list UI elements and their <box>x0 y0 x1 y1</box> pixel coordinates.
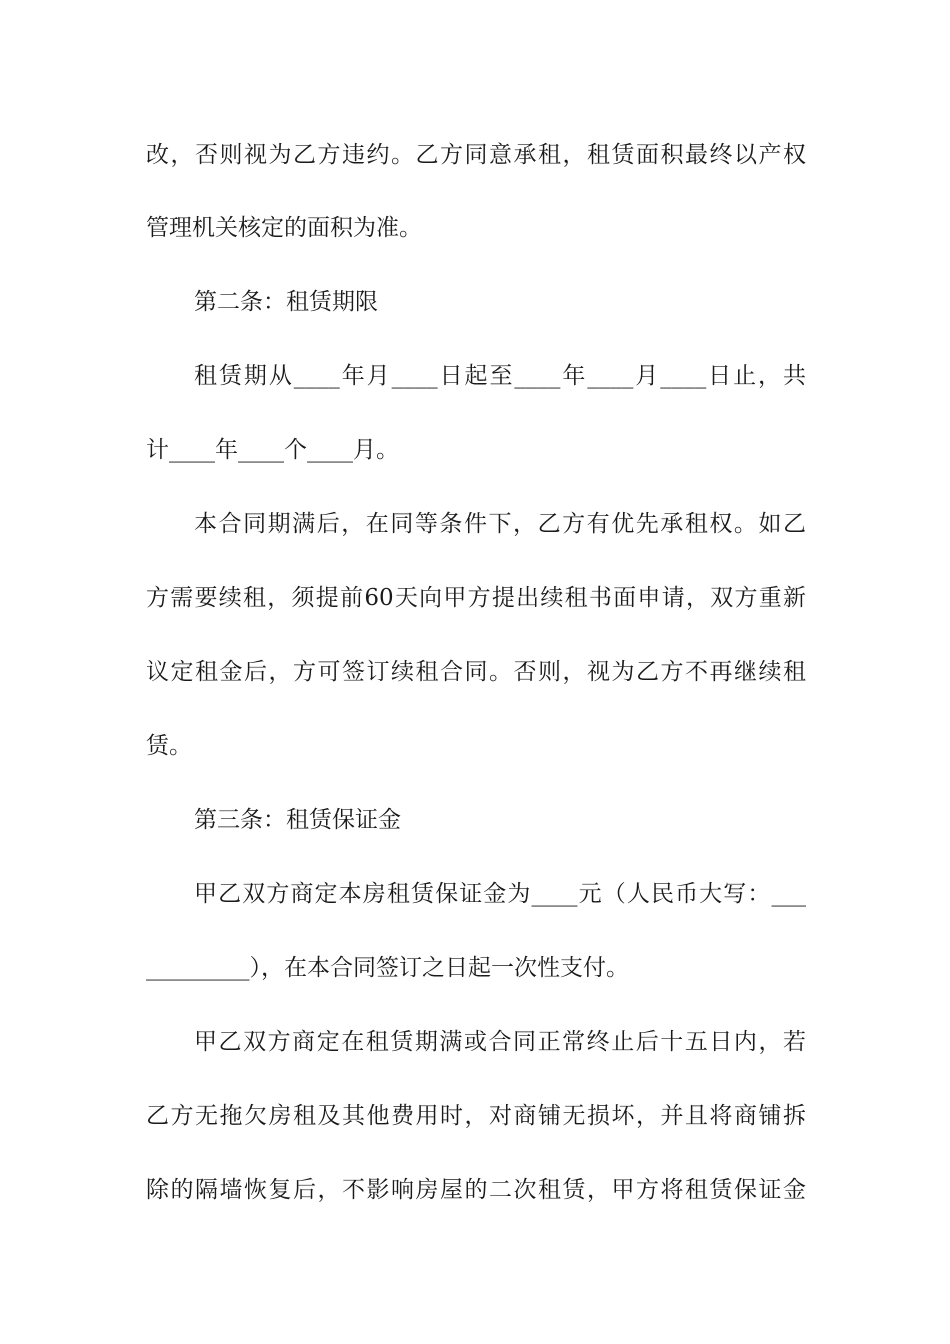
paragraph-line: 本合同期满后，在同等条件下，乙方有优先承租权。如乙 <box>194 511 806 537</box>
paragraph-line: 乙方无拖欠房租及其他费用时，对商铺无损坏，并且将商铺拆 <box>146 1103 806 1129</box>
paragraph-line: 赁。 <box>146 733 192 759</box>
paragraph-line: 除的隔墙恢复后，不影响房屋的二次租赁，甲方将租赁保证金 <box>146 1177 806 1203</box>
paragraph-line: 议定租金后，方可签订续租合同。否则，视为乙方不再继续租 <box>146 659 806 685</box>
paragraph-line: 改，否则视为乙方违约。乙方同意承租，租赁面积最终以产权 <box>146 142 806 168</box>
paragraph-line: 甲乙双方商定本房租赁保证金为____元（人民币大写：___ <box>194 881 806 907</box>
section-heading: 第三条：租赁保证金 <box>194 807 401 833</box>
paragraph-line: _________），在本合同签订之日起一次性支付。 <box>146 955 629 981</box>
paragraph-line: 方需要续租，须提前60天向甲方提出续租书面申请，双方重新 <box>146 585 806 611</box>
paragraph-line: 管理机关核定的面积为准。 <box>146 215 422 241</box>
paragraph-line: 计____年____个____月。 <box>146 437 399 463</box>
paragraph-line: 租赁期从____年月____日起至____年____月____日止，共 <box>194 363 806 389</box>
section-heading: 第二条：租赁期限 <box>194 289 378 315</box>
paragraph-line: 甲乙双方商定在租赁期满或合同正常终止后十五日内，若 <box>194 1029 806 1055</box>
